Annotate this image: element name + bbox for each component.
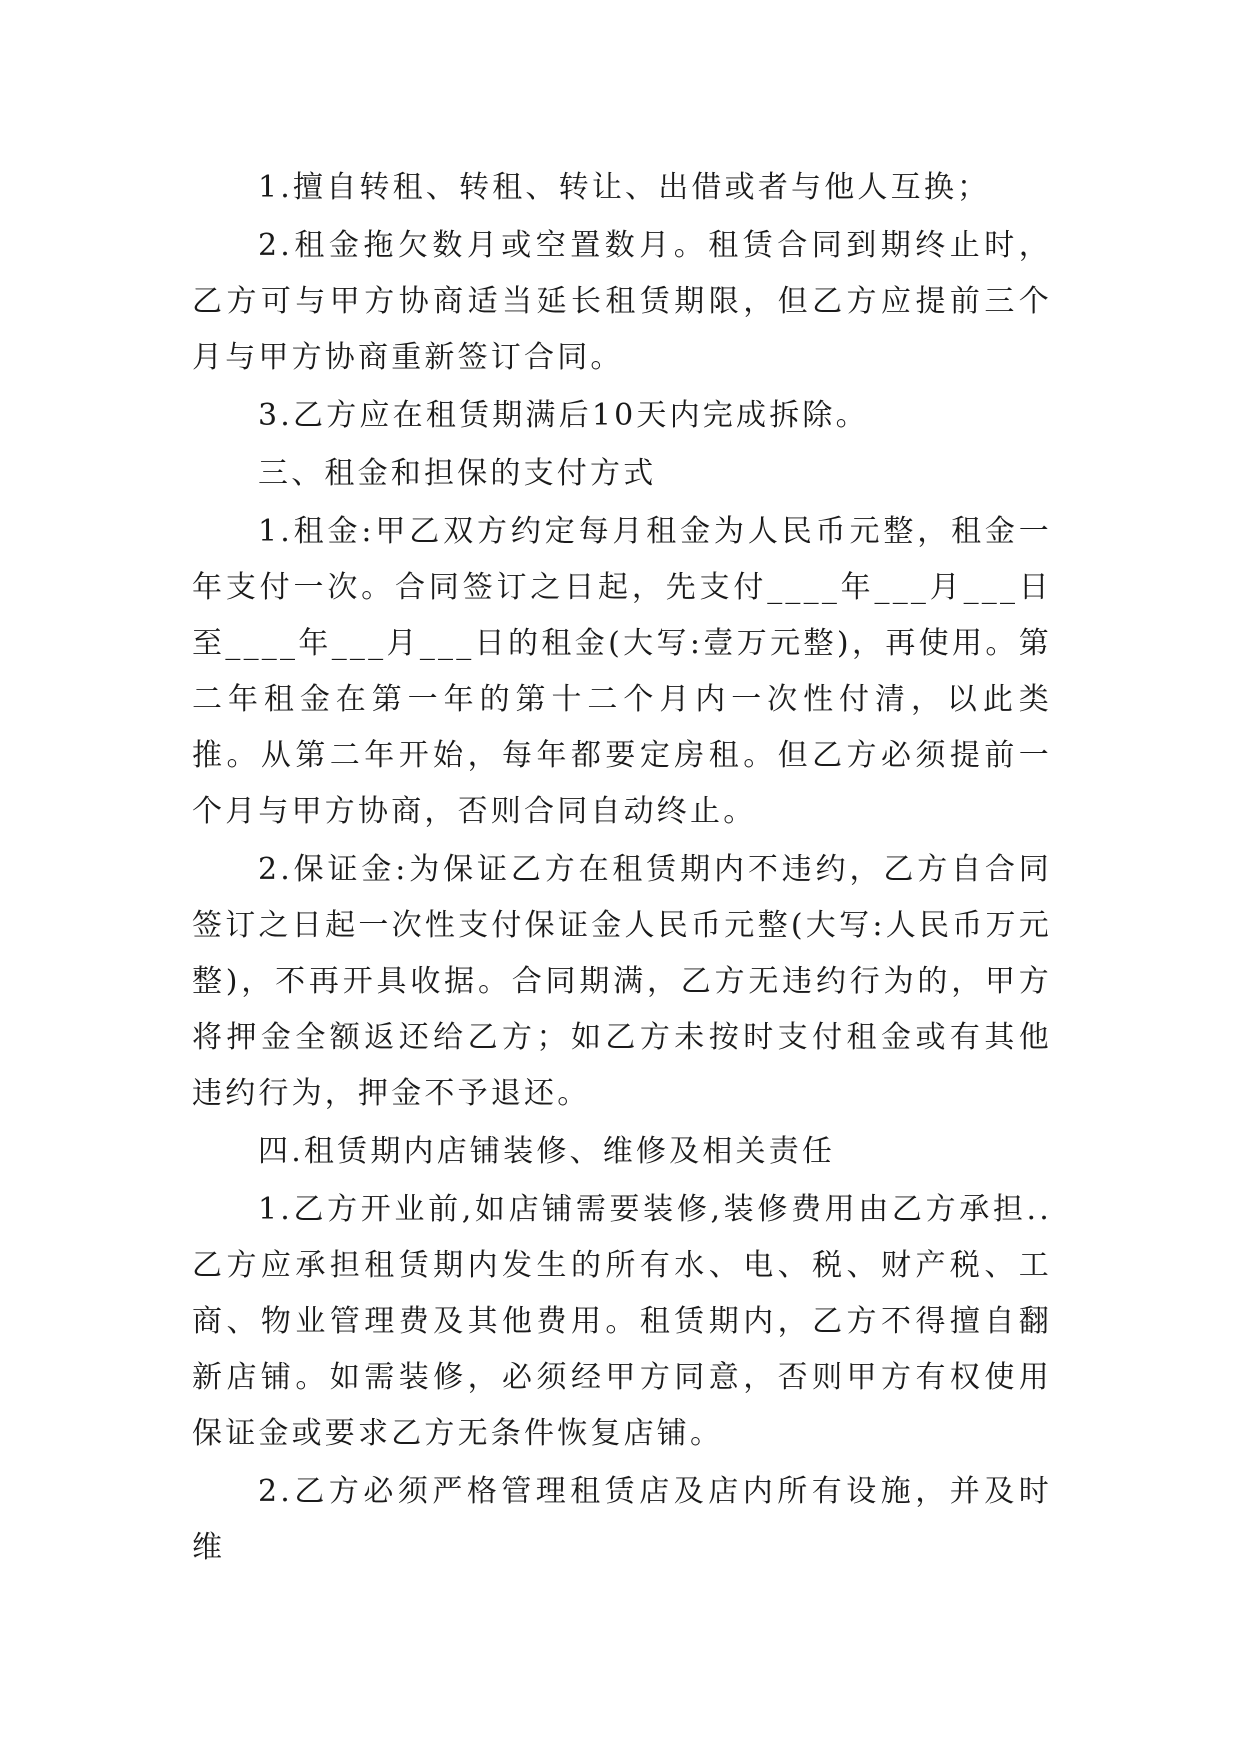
paragraph-clause-3: 3.乙方应在租赁期满后10天内完成拆除。 bbox=[258, 398, 869, 433]
paragraph-clause-1: 1.擅自转租、转租、转让、出借或者与他人互换； bbox=[258, 170, 991, 205]
paragraph-deposit: 2.保证金:为保证乙方在租赁期内不违约，乙方自合同签订之日起一次性支付保证金人民币元整(大写:人民币万元整)，不再开具收据。合同期满，乙方无违约行为的，甲方将押金全额返还给乙方；如乙方未按时支付租金或有其他违约行为，押金不予退还。 bbox=[192, 852, 1052, 1111]
section-heading-3: 三、租金和担保的支付方式 bbox=[258, 456, 657, 491]
paragraph-management: 2.乙方必须严格管理租赁店及店内所有设施，并及时维 bbox=[192, 1474, 1052, 1565]
paragraph-clause-2: 2.租金拖欠数月或空置数月。租赁合同到期终止时，乙方可与甲方协商适当延长租赁期限，但乙方应提前三个月与甲方协商重新签订合同。 bbox=[192, 228, 1052, 375]
paragraph-rent: 1.租金:甲乙双方约定每月租金为人民币元整，租金一年支付一次。合同签订之日起，先支付____年___月___日至____年___月___日的租金(大写:壹万元整)，再使用。第二年租金在第一年的第十二个月内一次性付清，以此类推。从第二年开始，每年都要定房租。但乙方必须提前一个月与甲方协商，否则合同自动终止。 bbox=[192, 514, 1052, 829]
paragraph-renovation: 1.乙方开业前,如店铺需要装修,装修费用由乙方承担..乙方应承担租赁期内发生的所有水、电、税、财产税、工商、物业管理费及其他费用。租赁期内，乙方不得擅自翻新店铺。如需装修，必须经甲方同意，否则甲方有权使用保证金或要求乙方无条件恢复店铺。 bbox=[192, 1192, 1052, 1451]
document-body bbox=[192, 160, 1052, 1578]
section-heading-4: 四.租赁期内店铺装修、维修及相关责任 bbox=[258, 1134, 836, 1169]
